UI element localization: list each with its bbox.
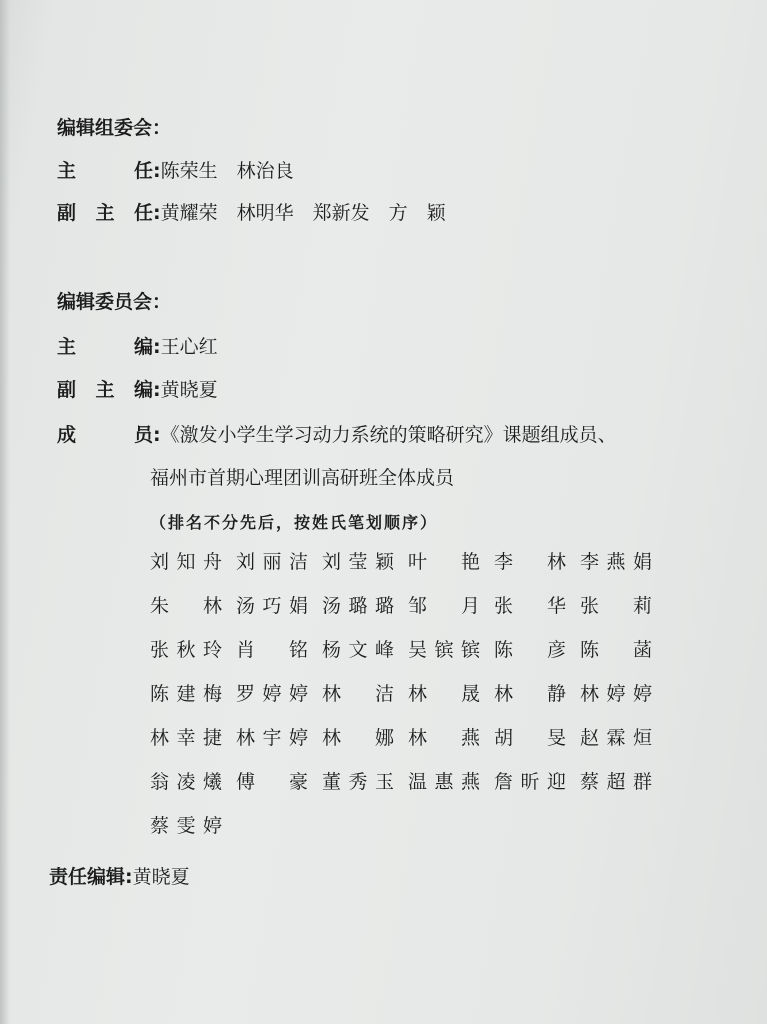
chief-editor-name: 王心红 xyxy=(160,336,218,358)
committee-director-row xyxy=(57,159,294,183)
member-name: 杨文峰 xyxy=(322,639,394,661)
members-colon: : xyxy=(153,424,161,446)
member-name: 叶 艳 xyxy=(408,551,480,573)
director-label: 主 任 xyxy=(57,160,153,182)
committee-deputy-row xyxy=(57,201,446,225)
deputy-director-colon: : xyxy=(153,202,161,224)
member-name: 张秋玲 xyxy=(150,639,222,661)
responsible-editor-label: 责任编辑 xyxy=(49,866,126,888)
director-colon: : xyxy=(153,160,161,182)
deputy-editor-row xyxy=(57,378,218,402)
committee-heading: 编辑组委会： xyxy=(57,117,172,139)
deputy-editor-colon: : xyxy=(153,379,161,401)
deputy-editor-label: 副主编 xyxy=(57,379,153,401)
member-name: 陈 彦 xyxy=(494,639,566,661)
member-name: 翁凌爔 xyxy=(150,771,222,793)
member-name: 赵霖烜 xyxy=(580,727,652,749)
member-name: 蔡雯婷 xyxy=(150,815,222,837)
member-name: 陈建梅 xyxy=(150,683,222,705)
member-name: 蔡超群 xyxy=(580,771,652,793)
editorial-board-heading: 编辑委员会： xyxy=(57,291,172,313)
deputy-editor-name: 黄晓夏 xyxy=(160,379,218,401)
member-name: 林 晟 xyxy=(408,683,480,705)
member-name: 肖 铭 xyxy=(236,639,308,661)
deputy-director-names: 黄耀荣 林明华 郑新发 方 颖 xyxy=(160,202,446,224)
member-name: 汤璐璐 xyxy=(322,595,394,617)
member-name: 罗婷婷 xyxy=(236,683,308,705)
member-name: 林幸捷 xyxy=(150,727,222,749)
member-name: 李燕娟 xyxy=(580,551,652,573)
member-name: 邹 月 xyxy=(408,595,480,617)
member-name: 刘知舟 xyxy=(150,551,222,573)
order-note: （排名不分先后，按姓氏笔划顺序） xyxy=(150,513,439,532)
member-name: 朱 林 xyxy=(150,595,222,617)
member-name: 詹昕迎 xyxy=(494,771,566,793)
member-name: 林 娜 xyxy=(322,727,394,749)
member-name: 傅 豪 xyxy=(236,771,308,793)
member-name: 刘丽洁 xyxy=(236,551,308,573)
deputy-director-label: 副主任 xyxy=(57,202,153,224)
member-name: 汤巧娟 xyxy=(236,595,308,617)
member-name: 张 莉 xyxy=(580,595,652,617)
member-name-grid xyxy=(150,550,670,838)
member-name: 张 华 xyxy=(494,595,566,617)
page-edge-shadow xyxy=(0,0,10,1024)
responsible-editor-row xyxy=(49,865,190,889)
chief-editor-label: 主 编 xyxy=(57,336,153,358)
director-names: 陈荣生 林治良 xyxy=(160,160,294,182)
member-name: 吴镔镔 xyxy=(408,639,480,661)
chief-editor-colon: : xyxy=(153,336,161,358)
members-label: 成 员 xyxy=(57,424,153,446)
responsible-editor-colon: : xyxy=(125,866,133,888)
chief-editor-row xyxy=(57,335,218,359)
member-name: 温惠燕 xyxy=(408,771,480,793)
member-name: 林婷婷 xyxy=(580,683,652,705)
member-name: 董秀玉 xyxy=(322,771,394,793)
members-row xyxy=(57,423,617,447)
member-name: 胡 旻 xyxy=(494,727,566,749)
member-name: 刘莹颖 xyxy=(322,551,394,573)
member-name: 陈 菡 xyxy=(580,639,652,661)
members-description-line2: 福州市首期心理团训高研班全体成员 xyxy=(150,467,455,489)
responsible-editor-name: 黄晓夏 xyxy=(132,866,190,888)
members-description-line1: 《激发小学生学习动力系统的策略研究》课题组成员、 xyxy=(160,424,617,446)
member-name: 林 静 xyxy=(494,683,566,705)
member-name: 林 燕 xyxy=(408,727,480,749)
member-name: 李 林 xyxy=(494,551,566,573)
member-name: 林 洁 xyxy=(322,683,394,705)
member-name: 林宇婷 xyxy=(236,727,308,749)
